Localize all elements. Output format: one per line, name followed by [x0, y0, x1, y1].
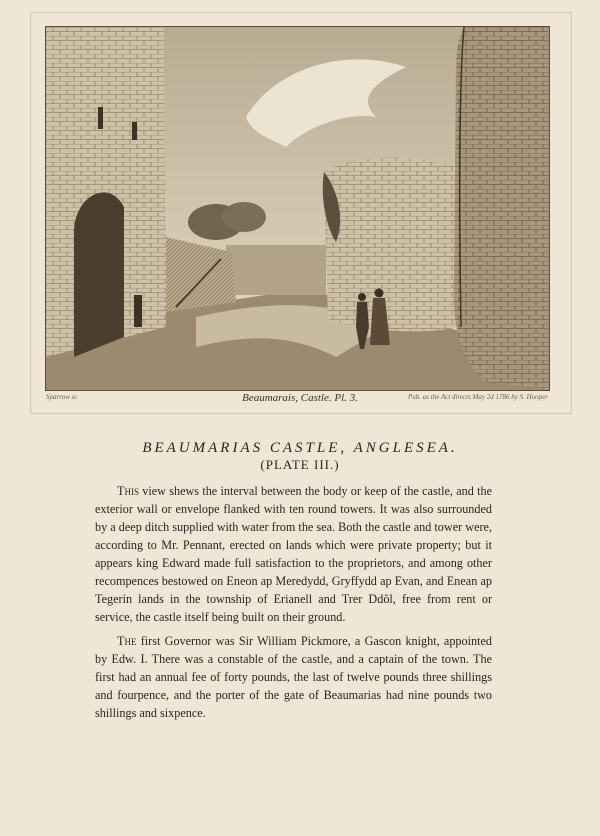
engraver-credit: Sparrow sc: [46, 393, 78, 401]
plate-caption: Beaumarais, Castle. Pl. 3.: [242, 392, 358, 404]
body-text: [95, 482, 492, 728]
round-tower-middle: [324, 158, 458, 332]
page-title: BEAUMARIAS CASTLE, ANGLESEA.: [142, 440, 458, 456]
paragraph-2: The first Governor was Sir William Pickmore, a Gascon knight, appointed by Edw. I. There was a constable of the castle, and a captain of the town. The first had an annual fee of forty pounds, the last of twelve pounds three shillings and fourpence, and the porter of the gate of Beaumarias had nine pounds two shillings and sixpence.: [95, 634, 492, 720]
gateway-arch: [74, 192, 124, 357]
publication-line: Pub. as the Act directs May 2d 1786 by S. Hooper: [408, 393, 548, 401]
paragraph-1: This view shews the interval between the body or keep of the castle, and the exterior wall or envelope flanked with ten round towers. It was also surrounded by a deep ditch supplied with water from the sea. Both the castle and tower were, according to Mr. Pennant, erected on lands which were private property; but it appears king Edward made full satisfaction to the proprietors, and among other recompences bestowed on Eneon ap Meredydd, Gryffydd ap Evan, and Enean ap Tegerin lands in the township of Erianell and Trer Ddôl, free from rent or service, the castle itself being built on their ground.: [95, 484, 492, 624]
castle-engraving: [45, 26, 550, 391]
distant-wall: [226, 245, 326, 295]
round-tower-right: [454, 27, 549, 390]
doorway: [134, 295, 142, 327]
page-subtitle: (PLATE III.): [260, 457, 340, 472]
